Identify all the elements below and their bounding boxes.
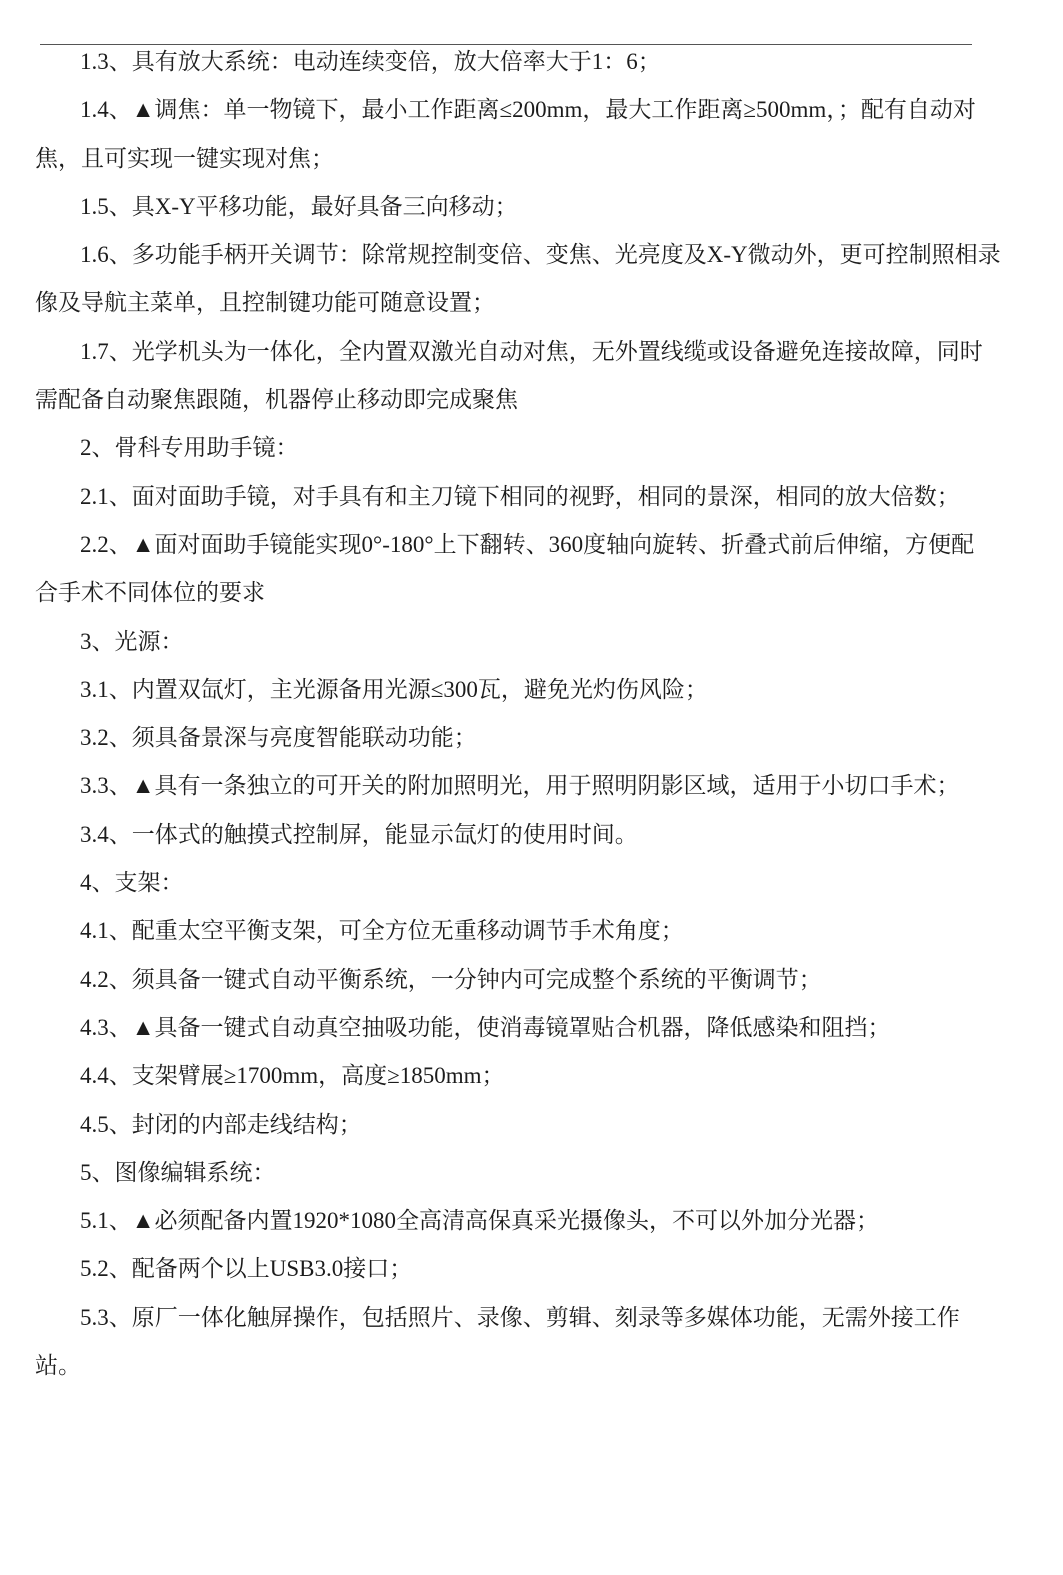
spec-line: 1.5、具X-Y平移功能，最好具备三向移动； <box>80 193 518 219</box>
spec-line: 5.2、配备两个以上USB3.0接口； <box>80 1256 413 1282</box>
spec-line: 1.4、▲调焦：单一物镜下，最小工作距离≤200mm，最大工作距离≥500mm，；配有自动对 <box>80 97 976 123</box>
section-heading-3 <box>0 618 1063 666</box>
spec-item-3-1 <box>0 666 1063 714</box>
spec-line: 5.3、原厂一体化触屏操作，包括照片、录像、剪辑、刻录等多媒体功能，无需外接工作 <box>80 1304 960 1330</box>
spec-item-3-4 <box>0 811 1063 859</box>
spec-line: 2.1、面对面助手镜，对手具有和主刀镜下相同的视野，相同的景深，相同的放大倍数； <box>80 483 960 509</box>
spec-line-continued: 像及导航主菜单，且控制键功能可随意设置； <box>35 290 495 316</box>
spec-item-3-2 <box>0 714 1063 762</box>
spec-item-4-4 <box>0 1052 1063 1100</box>
spec-item-1-5 <box>0 183 1063 231</box>
spec-item-2-1 <box>0 473 1063 521</box>
spec-item-4-1 <box>0 907 1063 955</box>
spec-line: 1.6、多功能手柄开关调节：除常规控制变倍、变焦、光亮度及X-Y微动外，更可控制照相录 <box>80 242 1001 268</box>
section-heading-2 <box>0 424 1063 472</box>
spec-line: 3.1、内置双氙灯，主光源备用光源≤300瓦，避免光灼伤风险； <box>80 676 708 702</box>
spec-item-4-3 <box>0 1004 1063 1052</box>
spec-line: 4.2、须具备一键式自动平衡系统，一分钟内可完成整个系统的平衡调节； <box>80 966 822 992</box>
spec-line: 4.4、支架臂展≥1700mm，高度≥1850mm； <box>80 1063 505 1089</box>
spec-line-continued: 站。 <box>35 1353 81 1379</box>
spec-item-5-2 <box>0 1245 1063 1293</box>
spec-line-continued: 合手术不同体位的要求 <box>35 580 265 606</box>
spec-line: 2.2、▲面对面助手镜能实现0°-180°上下翻转、360度轴向旋转、折叠式前后伸缩，方便配 <box>80 531 975 557</box>
spec-item-1-6 <box>0 231 1063 328</box>
spec-line: 3.2、须具备景深与亮度智能联动功能； <box>80 725 477 751</box>
spec-line-continued: 需配备自动聚焦跟随，机器停止移动即完成聚焦 <box>35 387 518 413</box>
spec-line: 1.3、具有放大系统：电动连续变倍，放大倍率大于1：6； <box>80 49 661 74</box>
spec-line: 4.1、配重太空平衡支架，可全方位无重移动调节手术角度； <box>80 918 684 944</box>
spec-line-continued: 焦，且可实现一键实现对焦； <box>35 145 334 171</box>
spec-line: 3.4、一体式的触摸式控制屏，能显示氙灯的使用时间。 <box>80 821 638 847</box>
spec-line: 4.5、封闭的内部走线结构； <box>80 1111 362 1137</box>
spec-line: 5.1、▲必须配备内置1920*1080全高清高保真采光摄像头，不可以外加分光器； <box>80 1208 880 1234</box>
spec-item-5-3 <box>0 1294 1063 1391</box>
spec-item-4-5 <box>0 1101 1063 1149</box>
section-heading-5 <box>0 1149 1063 1197</box>
spec-item-1-4 <box>0 86 1063 183</box>
section-heading: 5、图像编辑系统： <box>80 1159 276 1185</box>
spec-item-1-7 <box>0 328 1063 425</box>
section-heading: 4、支架： <box>80 870 184 896</box>
spec-item-3-3 <box>0 762 1063 810</box>
spec-line: 4.3、▲具备一键式自动真空抽吸功能，使消毒镜罩贴合机器，降低感染和阻挡； <box>80 1014 891 1040</box>
spec-line: 3.3、▲具有一条独立的可开关的附加照明光，用于照明阴影区域，适用于小切口手术； <box>80 773 960 799</box>
spec-item-1-3 <box>0 38 1063 86</box>
document-body <box>0 38 1063 1390</box>
section-heading: 3、光源： <box>80 628 184 654</box>
spec-item-4-2 <box>0 956 1063 1004</box>
spec-item-2-2 <box>0 521 1063 618</box>
section-heading: 2、骨科专用助手镜： <box>80 435 299 461</box>
section-heading-4 <box>0 859 1063 907</box>
spec-item-5-1 <box>0 1197 1063 1245</box>
spec-line: 1.7、光学机头为一体化，全内置双激光自动对焦，无外置线缆或设备避免连接故障，同时 <box>80 338 983 364</box>
